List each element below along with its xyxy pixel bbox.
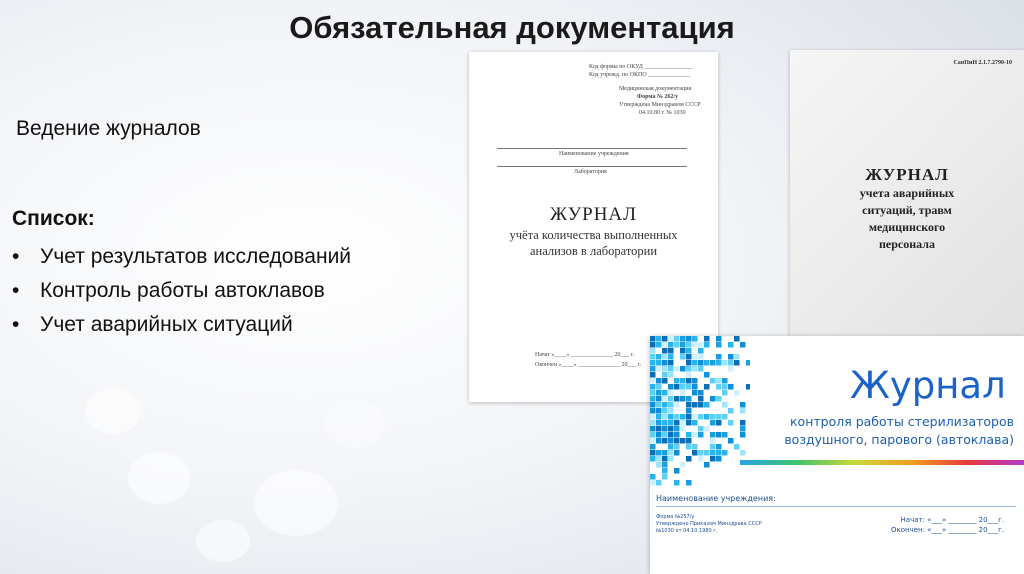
institution-label: Наименование учреждения: [559, 151, 629, 157]
mosaic-tile: [650, 342, 656, 348]
mosaic-tile: [686, 354, 692, 360]
approved-date: 04.10.80 г. № 1030: [639, 110, 686, 116]
mosaic-tile: [692, 420, 698, 426]
mosaic-tile: [692, 378, 698, 384]
doc3-subtitle-2: воздушного, парового (автоклава): [784, 432, 1014, 447]
mosaic-tile: [668, 336, 674, 342]
mosaic-tile: [674, 414, 680, 420]
mosaic-tile: [710, 432, 716, 438]
mosaic-tile: [662, 414, 668, 420]
mosaic-tile: [674, 384, 680, 390]
mosaic-tile: [734, 360, 740, 366]
mosaic-tile: [668, 414, 674, 420]
mosaic-tile: [686, 360, 692, 366]
mosaic-tile: [680, 384, 686, 390]
mosaic-tile: [650, 450, 656, 456]
doc2-line-2: ситуаций, травм: [862, 203, 952, 217]
mosaic-tile: [662, 396, 668, 402]
mosaic-tile: [722, 360, 728, 366]
mosaic-tile: [710, 360, 716, 366]
mosaic-tile: [710, 456, 716, 462]
mosaic-tile: [716, 414, 722, 420]
mosaic-tile: [728, 420, 734, 426]
mosaic-tile: [704, 360, 710, 366]
mosaic-tile: [716, 342, 722, 348]
mosaic-tile: [722, 378, 728, 384]
mosaic-tile: [686, 348, 692, 354]
mosaic-tile: [716, 444, 722, 450]
mosaic-tile: [716, 336, 722, 342]
mosaic-tile: [656, 462, 662, 468]
mosaic-tile: [656, 360, 662, 366]
mosaic-tile: [722, 414, 728, 420]
mosaic-tile: [656, 402, 662, 408]
bullet-icon: •: [12, 245, 20, 268]
mosaic-tile: [656, 438, 662, 444]
mosaic-tile: [668, 420, 674, 426]
mosaic-tile: [692, 354, 698, 360]
mosaic-tile: [680, 378, 686, 384]
mosaic-tile: [686, 342, 692, 348]
mosaic-tile: [668, 402, 674, 408]
mosaic-tile: [650, 420, 656, 426]
mosaic-tile: [680, 354, 686, 360]
approved-date: №1030 от 04.10.1980 г.: [656, 528, 718, 534]
mosaic-tile: [680, 336, 686, 342]
mosaic-tile: [668, 372, 674, 378]
mosaic-tile: [686, 408, 692, 414]
pixel-mosaic-icon: [650, 336, 750, 486]
mosaic-tile: [662, 378, 668, 384]
mosaic-tile: [650, 408, 656, 414]
mosaic-tile: [692, 360, 698, 366]
list-item: [12, 240, 351, 274]
mosaic-tile: [662, 366, 668, 372]
mosaic-tile: [680, 342, 686, 348]
mosaic-tile: [686, 414, 692, 420]
mosaic-tile: [680, 390, 686, 396]
form-number: Форма № 262/у: [637, 94, 679, 100]
mosaic-tile: [662, 450, 668, 456]
med-doc-label: Медицинская документация: [619, 86, 692, 92]
mosaic-tile: [692, 336, 698, 342]
mosaic-tile: [680, 462, 686, 468]
list-item-text: Учет результатов исследований: [40, 245, 352, 268]
list-item-text: Контроль работы автоклавов: [40, 279, 325, 302]
mosaic-tile: [674, 396, 680, 402]
mosaic-tile: [662, 336, 668, 342]
mosaic-tile: [662, 462, 668, 468]
mosaic-tile: [656, 480, 662, 486]
mosaic-tile: [728, 342, 734, 348]
doc2-line-4: персонала: [879, 237, 935, 251]
mosaic-tile: [734, 336, 740, 342]
mosaic-tile: [698, 414, 704, 420]
mosaic-tile: [668, 354, 674, 360]
mosaic-tile: [668, 396, 674, 402]
mosaic-tile: [656, 384, 662, 390]
approved-label: Утверждена Минздравом СССР: [619, 102, 701, 108]
mosaic-tile: [668, 426, 674, 432]
end-date: Окончен: «___» ________ 20___г.: [890, 526, 1004, 534]
mosaic-tile: [662, 432, 668, 438]
list-item-text: Учет аварийных ситуаций: [40, 313, 293, 336]
mosaic-tile: [692, 450, 698, 456]
mosaic-tile: [704, 402, 710, 408]
mosaic-tile: [662, 420, 668, 426]
mosaic-tile: [650, 348, 656, 354]
mosaic-tile: [728, 366, 734, 372]
mosaic-tile: [692, 342, 698, 348]
mosaic-tile: [698, 366, 704, 372]
mosaic-tile: [716, 450, 722, 456]
end-date: Окончен «____» ______________ 20___ г.: [535, 362, 642, 368]
mosaic-tile: [668, 444, 674, 450]
mosaic-tile: [686, 402, 692, 408]
mosaic-tile: [698, 360, 704, 366]
mosaic-tile: [722, 390, 728, 396]
bg-bubble: [85, 388, 141, 434]
mosaic-tile: [710, 414, 716, 420]
mosaic-tile: [668, 360, 674, 366]
mosaic-tile: [692, 444, 698, 450]
mosaic-tile: [656, 354, 662, 360]
mosaic-tile: [716, 378, 722, 384]
mosaic-tile: [662, 348, 668, 354]
mosaic-tile: [650, 426, 656, 432]
journal-accidents-image: [790, 50, 1024, 340]
mosaic-tile: [716, 456, 722, 462]
subtitle: Ведение журналов: [16, 117, 201, 140]
mosaic-tile: [710, 420, 716, 426]
mosaic-tile: [668, 438, 674, 444]
mosaic-tile: [656, 426, 662, 432]
mosaic-tile: [716, 354, 722, 360]
mosaic-tile: [740, 402, 746, 408]
okud-code: Код формы по ОКУД ________________: [589, 64, 693, 70]
mosaic-tile: [650, 402, 656, 408]
mosaic-tile: [674, 366, 680, 372]
mosaic-tile: [710, 450, 716, 456]
mosaic-tile: [650, 474, 656, 480]
mosaic-tile: [704, 414, 710, 420]
mosaic-tile: [686, 366, 692, 372]
mosaic-tile: [650, 366, 656, 372]
mosaic-tile: [662, 456, 668, 462]
doc3-title: Журнал: [850, 364, 1006, 407]
okpo-code: Код учрежд. по ОКПО ______________: [589, 72, 691, 78]
mosaic-tile: [650, 360, 656, 366]
mosaic-tile: [728, 354, 734, 360]
doc2-line-3: медицинского: [868, 220, 946, 234]
mosaic-tile: [650, 480, 656, 486]
mosaic-tile: [746, 384, 750, 390]
mosaic-tile: [668, 390, 674, 396]
mosaic-tile: [740, 342, 746, 348]
doc3-subtitle-1: контроля работы стерилизаторов: [790, 414, 1014, 429]
mosaic-tile: [656, 396, 662, 402]
mosaic-tile: [662, 390, 668, 396]
start-date: Начат «____» ______________ 20___ г.: [535, 352, 635, 358]
mosaic-tile: [656, 414, 662, 420]
mosaic-tile: [674, 342, 680, 348]
mosaic-tile: [704, 342, 710, 348]
mosaic-tile: [686, 378, 692, 384]
mosaic-tile: [686, 336, 692, 342]
mosaic-tile: [686, 444, 692, 450]
mosaic-tile: [662, 408, 668, 414]
mosaic-tile: [716, 420, 722, 426]
bullet-list: [12, 240, 351, 342]
mosaic-tile: [668, 348, 674, 354]
list-item: [12, 308, 351, 342]
mosaic-tile: [674, 426, 680, 432]
approved-label: Утверждено Приказом Минздрава СССР: [656, 521, 762, 527]
mosaic-tile: [698, 348, 704, 354]
list-item: [12, 274, 351, 308]
mosaic-tile: [668, 456, 674, 462]
divider: [497, 148, 687, 149]
mosaic-tile: [650, 438, 656, 444]
mosaic-tile: [734, 390, 740, 396]
mosaic-tile: [650, 336, 656, 342]
mosaic-tile: [722, 450, 728, 456]
mosaic-tile: [698, 354, 704, 360]
mosaic-tile: [674, 450, 680, 456]
mosaic-tile: [704, 450, 710, 456]
doc1-subtitle-1: учёта количества выполненных: [509, 228, 678, 242]
mosaic-tile: [692, 390, 698, 396]
form-number: Форма №257/у: [656, 514, 695, 520]
mosaic-tile: [728, 408, 734, 414]
mosaic-tile: [680, 396, 686, 402]
sanpin-code: СанПиН 2.1.7.2790-10: [953, 60, 1012, 66]
bullet-icon: •: [12, 313, 20, 336]
mosaic-tile: [716, 360, 722, 366]
mosaic-tile: [728, 360, 734, 366]
mosaic-tile: [674, 480, 680, 486]
mosaic-tile: [668, 342, 674, 348]
mosaic-tile: [662, 468, 668, 474]
divider: [497, 166, 687, 167]
mosaic-tile: [710, 396, 716, 402]
divider: [656, 506, 1016, 507]
mosaic-tile: [662, 474, 668, 480]
mosaic-tile: [698, 390, 704, 396]
mosaic-tile: [680, 348, 686, 354]
mosaic-tile: [656, 366, 662, 372]
mosaic-tile: [662, 402, 668, 408]
mosaic-tile: [704, 384, 710, 390]
mosaic-tile: [662, 342, 668, 348]
mosaic-tile: [692, 402, 698, 408]
mosaic-tile: [650, 456, 656, 462]
mosaic-tile: [668, 450, 674, 456]
mosaic-tile: [698, 450, 704, 456]
mosaic-tile: [674, 402, 680, 408]
mosaic-tile: [704, 462, 710, 468]
doc2-line-1: учета аварийных: [859, 186, 955, 200]
mosaic-tile: [674, 420, 680, 426]
mosaic-tile: [704, 426, 710, 432]
mosaic-tile: [734, 354, 740, 360]
mosaic-tile: [650, 384, 656, 390]
mosaic-tile: [662, 360, 668, 366]
mosaic-tile: [692, 384, 698, 390]
bg-bubble: [128, 452, 190, 504]
mosaic-tile: [686, 420, 692, 426]
mosaic-tile: [656, 450, 662, 456]
mosaic-tile: [698, 456, 704, 462]
mosaic-tile: [722, 402, 728, 408]
rainbow-stripe: [740, 460, 1024, 465]
mosaic-tile: [668, 384, 674, 390]
mosaic-tile: [674, 468, 680, 474]
mosaic-tile: [680, 426, 686, 432]
mosaic-tile: [698, 402, 704, 408]
mosaic-tile: [740, 408, 746, 414]
mosaic-tile: [662, 354, 668, 360]
mosaic-tile: [740, 432, 746, 438]
mosaic-tile: [722, 384, 728, 390]
mosaic-tile: [698, 342, 704, 348]
mosaic-tile: [650, 354, 656, 360]
mosaic-tile: [662, 426, 668, 432]
mosaic-tile: [656, 420, 662, 426]
mosaic-tile: [674, 432, 680, 438]
mosaic-tile: [686, 432, 692, 438]
mosaic-tile: [656, 336, 662, 342]
mosaic-tile: [686, 480, 692, 486]
list-heading: Список:: [12, 207, 95, 230]
mosaic-tile: [650, 390, 656, 396]
mosaic-tile: [716, 432, 722, 438]
mosaic-tile: [704, 372, 710, 378]
doc2-title: ЖУРНАЛ: [865, 165, 949, 184]
mosaic-tile: [698, 432, 704, 438]
mosaic-tile: [668, 366, 674, 372]
mosaic-tile: [722, 432, 728, 438]
mosaic-tile: [662, 372, 668, 378]
mosaic-tile: [734, 444, 740, 450]
mosaic-tile: [710, 444, 716, 450]
bg-bubble: [325, 400, 385, 448]
mosaic-tile: [680, 414, 686, 420]
start-date: Начат: «___» ________ 20___г.: [900, 516, 1004, 524]
mosaic-tile: [698, 396, 704, 402]
mosaic-tile: [650, 396, 656, 402]
mosaic-tile: [710, 438, 716, 444]
mosaic-tile: [710, 378, 716, 384]
journal-sterilizers-image: [650, 336, 1024, 574]
mosaic-tile: [692, 366, 698, 372]
mosaic-tile: [692, 432, 698, 438]
mosaic-tile: [656, 408, 662, 414]
mosaic-tile: [674, 378, 680, 384]
mosaic-tile: [704, 336, 710, 342]
mosaic-tile: [674, 444, 680, 450]
mosaic-tile: [668, 432, 674, 438]
mosaic-tile: [650, 372, 656, 378]
mosaic-tile: [692, 414, 698, 420]
mosaic-tile: [728, 438, 734, 444]
mosaic-tile: [686, 396, 692, 402]
mosaic-tile: [668, 408, 674, 414]
mosaic-tile: [746, 360, 750, 366]
mosaic-tile: [656, 378, 662, 384]
mosaic-tile: [680, 366, 686, 372]
bg-bubble: [196, 520, 250, 562]
mosaic-tile: [698, 426, 704, 432]
doc1-subtitle-2: анализов в лаборатории: [529, 244, 658, 258]
institution-label: Наименование учреждения:: [656, 494, 776, 503]
mosaic-tile: [740, 450, 746, 456]
slide-title: Обязательная документация: [289, 10, 735, 45]
mosaic-tile: [680, 438, 686, 444]
mosaic-tile: [728, 384, 734, 390]
mosaic-tile: [650, 414, 656, 420]
mosaic-tile: [686, 438, 692, 444]
mosaic-tile: [656, 390, 662, 396]
mosaic-tile: [686, 372, 692, 378]
mosaic-tile: [674, 336, 680, 342]
mosaic-tile: [686, 456, 692, 462]
mosaic-tile: [656, 342, 662, 348]
doc1-title: ЖУРНАЛ: [549, 204, 638, 225]
mosaic-tile: [650, 432, 656, 438]
mosaic-tile: [740, 426, 746, 432]
bullet-icon: •: [12, 279, 20, 302]
mosaic-tile: [716, 396, 722, 402]
mosaic-tile: [740, 420, 746, 426]
mosaic-tile: [674, 438, 680, 444]
mosaic-tile: [650, 378, 656, 384]
mosaic-tile: [680, 420, 686, 426]
mosaic-tile: [686, 384, 692, 390]
bg-bubble: [254, 470, 338, 536]
mosaic-tile: [650, 444, 656, 450]
mosaic-tile: [656, 432, 662, 438]
mosaic-tile: [656, 456, 662, 462]
lab-label: Лаборатория: [574, 169, 607, 175]
mosaic-tile: [662, 438, 668, 444]
mosaic-tile: [716, 384, 722, 390]
